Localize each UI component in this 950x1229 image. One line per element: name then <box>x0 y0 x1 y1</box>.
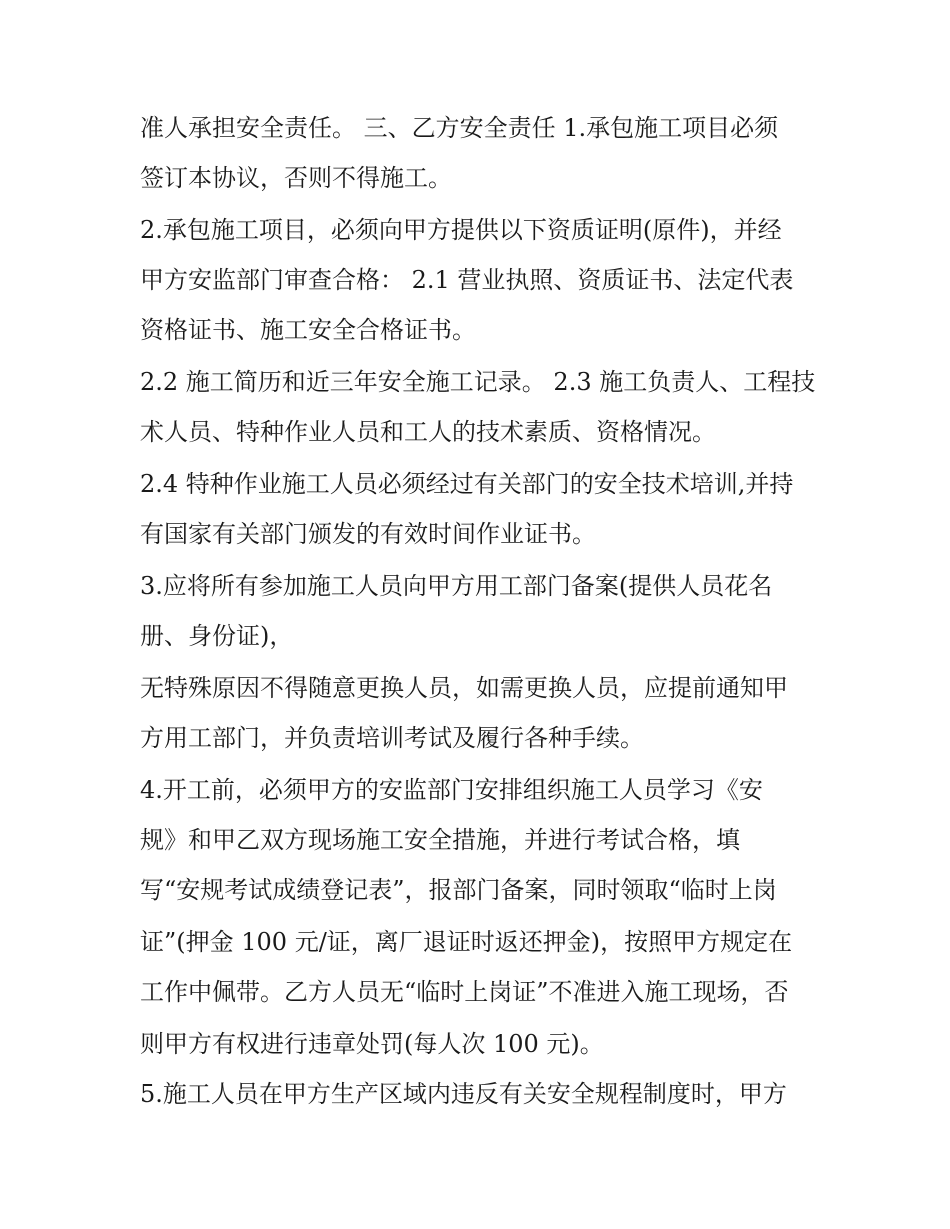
text-line: 2.2 施工简历和近三年安全施工记录。 2.3 施工负责人、工程技 <box>140 368 816 396</box>
text-line: 4.开工前，必须甲方的安监部门安排组织施工人员学习《安 <box>140 776 763 804</box>
text-line: 甲方安监部门审查合格： 2.1 营业执照、资质证书、法定代表 <box>140 266 794 294</box>
text-line: 则甲方有权进行违章处罚(每人次 100 元)。 <box>140 1030 604 1058</box>
text-line: 证”(押金 100 元/证，离厂退证时返还押金)，按照甲方规定在 <box>140 928 793 956</box>
text-line: 工作中佩带。乙方人员无“临时上岗证”不准进入施工现场，否 <box>140 978 789 1006</box>
text-line: 无特殊原因不得随意更换人员，如需更换人员，应提前通知甲 <box>140 674 788 702</box>
text-line: 2.4 特种作业施工人员必须经过有关部门的安全技术培训,并持 <box>140 470 794 498</box>
text-line: 准人承担安全责任。 三、乙方安全责任 1.承包施工项目必须 <box>140 114 779 142</box>
text-line: 规》和甲乙双方现场施工安全措施，并进行考试合格，填 <box>140 826 740 854</box>
text-line: 2.承包施工项目，必须向甲方提供以下资质证明(原件)，并经 <box>140 216 782 244</box>
text-line: 签订本协议，否则不得施工。 <box>140 164 452 192</box>
text-line: 有国家有关部门颁发的有效时间作业证书。 <box>140 520 596 548</box>
text-line: 方用工部门，并负责培训考试及履行各种手续。 <box>140 724 644 752</box>
text-line: 写“安规考试成绩登记表”，报部门备案，同时领取“临时上岗 <box>140 876 777 904</box>
text-line: 5.施工人员在甲方生产区域内违反有关安全规程制度时，甲方 <box>140 1080 787 1108</box>
text-line: 术人员、特种作业人员和工人的技术素质、资格情况。 <box>140 418 716 446</box>
text-line: 3.应将所有参加施工人员向甲方用工部门备案(提供人员花名 <box>140 572 773 600</box>
text-line: 册、身份证)， <box>140 622 294 650</box>
text-line: 资格证书、施工安全合格证书。 <box>140 316 476 344</box>
